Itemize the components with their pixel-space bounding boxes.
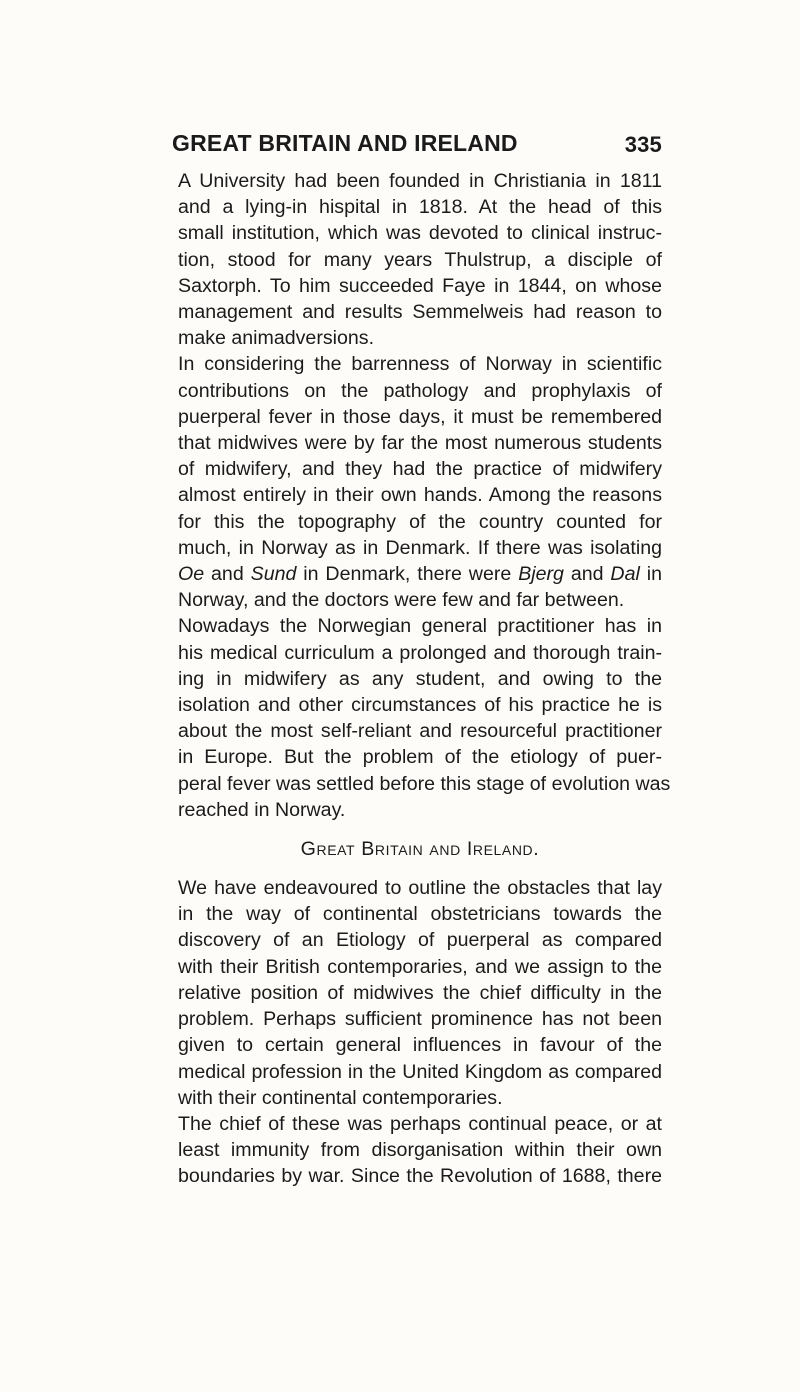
paragraph-obstacles [178,875,662,1111]
text-line: discovery of an Etiology of puerperal as compared [178,929,662,952]
text-line: with their continental contemporaries. [178,1086,503,1109]
text-line: small institution, which was devoted to clinical instruc- [178,222,662,245]
text-line: for this the topography of the country counted for [178,510,662,533]
text-line: least immunity from disorganisation within their own [178,1139,662,1162]
text-fragment: in [639,563,662,586]
text-line: make animadversions. [178,327,375,350]
text-line: his medical curriculum a prolonged and thorough train- [178,641,662,664]
text-line: and a lying-in hispital in 1818. At the head of this [178,196,662,219]
text-line: The chief of these was perhaps continual peace, or at [178,1112,662,1135]
text-line: Norway, and the doctors were few and far between. [178,589,625,612]
text-line: Saxtorph. To him succeeded Faye in 1844, on whose [178,274,662,297]
text-line: puerperal fever in those days, it must be remembered [178,405,662,428]
text-line: with their British contemporaries, and we assign to the [178,955,662,978]
text-line: given to certain general influences in favour of the [178,1034,662,1057]
place-name-oe: Oe [178,563,205,586]
text-fragment: and [204,563,251,586]
paragraph-nowadays [178,613,671,823]
text-line: Nowadays the Norwegian general practitioner has in [178,615,662,638]
place-name-dal: Dal [610,563,640,586]
text-line: in the way of continental obstetricians towards the [178,903,662,926]
text-line-place-names [178,561,662,587]
text-line: In considering the barrenness of Norway in scientific [178,353,662,376]
text-line: ing in midwifery as any student, and owing to the [178,667,662,690]
text-line: much, in Norway as in Denmark. If there was isolating [178,536,662,559]
paragraph-peace [178,1111,662,1190]
text-line: management and results Semmelweis had reason to [178,301,662,324]
text-line: medical profession in the United Kingdom as compared [178,1060,662,1083]
place-name-sund: Sund [250,563,297,586]
book-page [172,128,671,1190]
text-fragment: and [563,563,611,586]
text-line: contributions on the pathology and prophylaxis of [178,379,662,402]
text-line: about the most self-reliant and resourceful practitioner [178,720,662,743]
text-line: problem. Perhaps sufficient prominence has not been [178,1008,662,1031]
text-line: relative position of midwives the chief difficulty in the [178,981,662,1004]
text-fragment: in Denmark, there were [296,563,519,586]
section-heading: Great Britain and Ireland. [300,838,540,861]
text-line: peral fever was settled before this stage of evolution was [178,772,671,795]
paragraph-barrenness [178,351,662,613]
text-line: almost entirely in their own hands. Among the reasons [178,484,662,507]
text-line: of midwifery, and they had the practice of midwifery [178,458,662,481]
paragraph-university [178,168,662,351]
text-line: in Europe. But the problem of the etiology of puer- [178,746,662,769]
running-title: GREAT BRITAIN AND IRELAND [172,130,518,156]
running-head [172,128,662,168]
place-name-bjerg: Bjerg [518,563,564,586]
text-line: tion, stood for many years Thulstrup, a disciple of [178,248,662,271]
text-line: We have endeavoured to outline the obstacles that lay [178,877,662,900]
text-line: A University had been founded in Christiania in 1811 [178,170,662,192]
text-line: boundaries by war. Since the Revolution of 1688, there [178,1165,662,1188]
text-line: isolation and other circumstances of his practice he is [178,694,662,717]
text-line: reached in Norway. [178,798,346,821]
page-number: 335 [624,132,662,157]
text-line: that midwives were by far the most numerous students [178,432,662,455]
